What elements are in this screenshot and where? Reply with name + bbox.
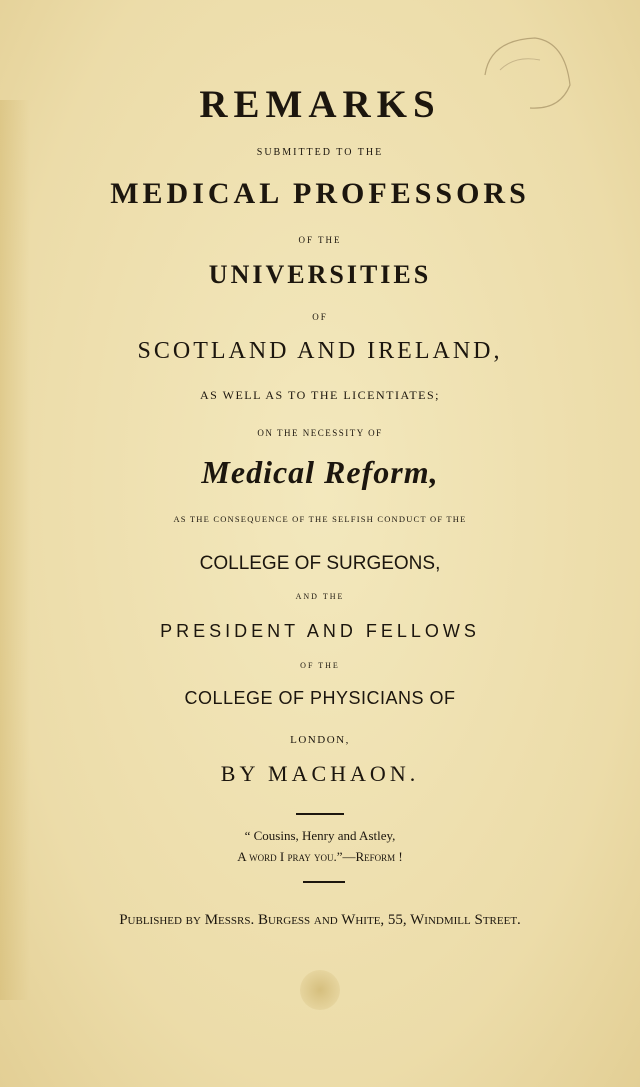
places: SCOTLAND AND IRELAND,: [137, 338, 503, 364]
consequence: AS THE CONSEQUENCE OF THE SELFISH CONDUCT OF THE: [173, 514, 467, 524]
president-and-fellows: PRESIDENT AND FELLOWS: [160, 621, 480, 641]
universities: UNIVERSITIES: [208, 260, 432, 289]
author: BY MACHAON.: [220, 761, 420, 786]
title: REMARKS: [199, 83, 441, 126]
divider-top: [296, 813, 344, 815]
connector-of-the-2: OF THE: [300, 661, 340, 670]
and-the: AND THE: [295, 592, 345, 601]
london: LONDON,: [290, 734, 350, 746]
connector-of-the: OF THE: [298, 235, 342, 245]
licentiates: AS WELL AS TO THE LICENTIATES;: [200, 388, 440, 402]
epigraph-line-1: “ Cousins, Henry and Astley,: [244, 828, 396, 843]
paper-stain: [300, 970, 340, 1010]
imprint: Published by Messrs. Burgess and White, 55, Windmill Street.: [119, 912, 521, 928]
epigraph-line-2: A word I pray you.”—Reform !: [237, 849, 403, 864]
connector-of: OF: [312, 312, 328, 322]
audience: MEDICAL PROFESSORS: [110, 177, 530, 210]
divider-bottom: [303, 881, 345, 883]
college-of-physicians: COLLEGE OF PHYSICIANS OF: [184, 688, 456, 708]
on-necessity: ON THE NECESSITY OF: [257, 428, 383, 438]
subtitle-submitted: SUBMITTED TO THE: [256, 147, 384, 158]
college-of-surgeons: COLLEGE OF SURGEONS,: [199, 553, 441, 574]
reform-blackletter: Medical Reform,: [201, 454, 439, 490]
